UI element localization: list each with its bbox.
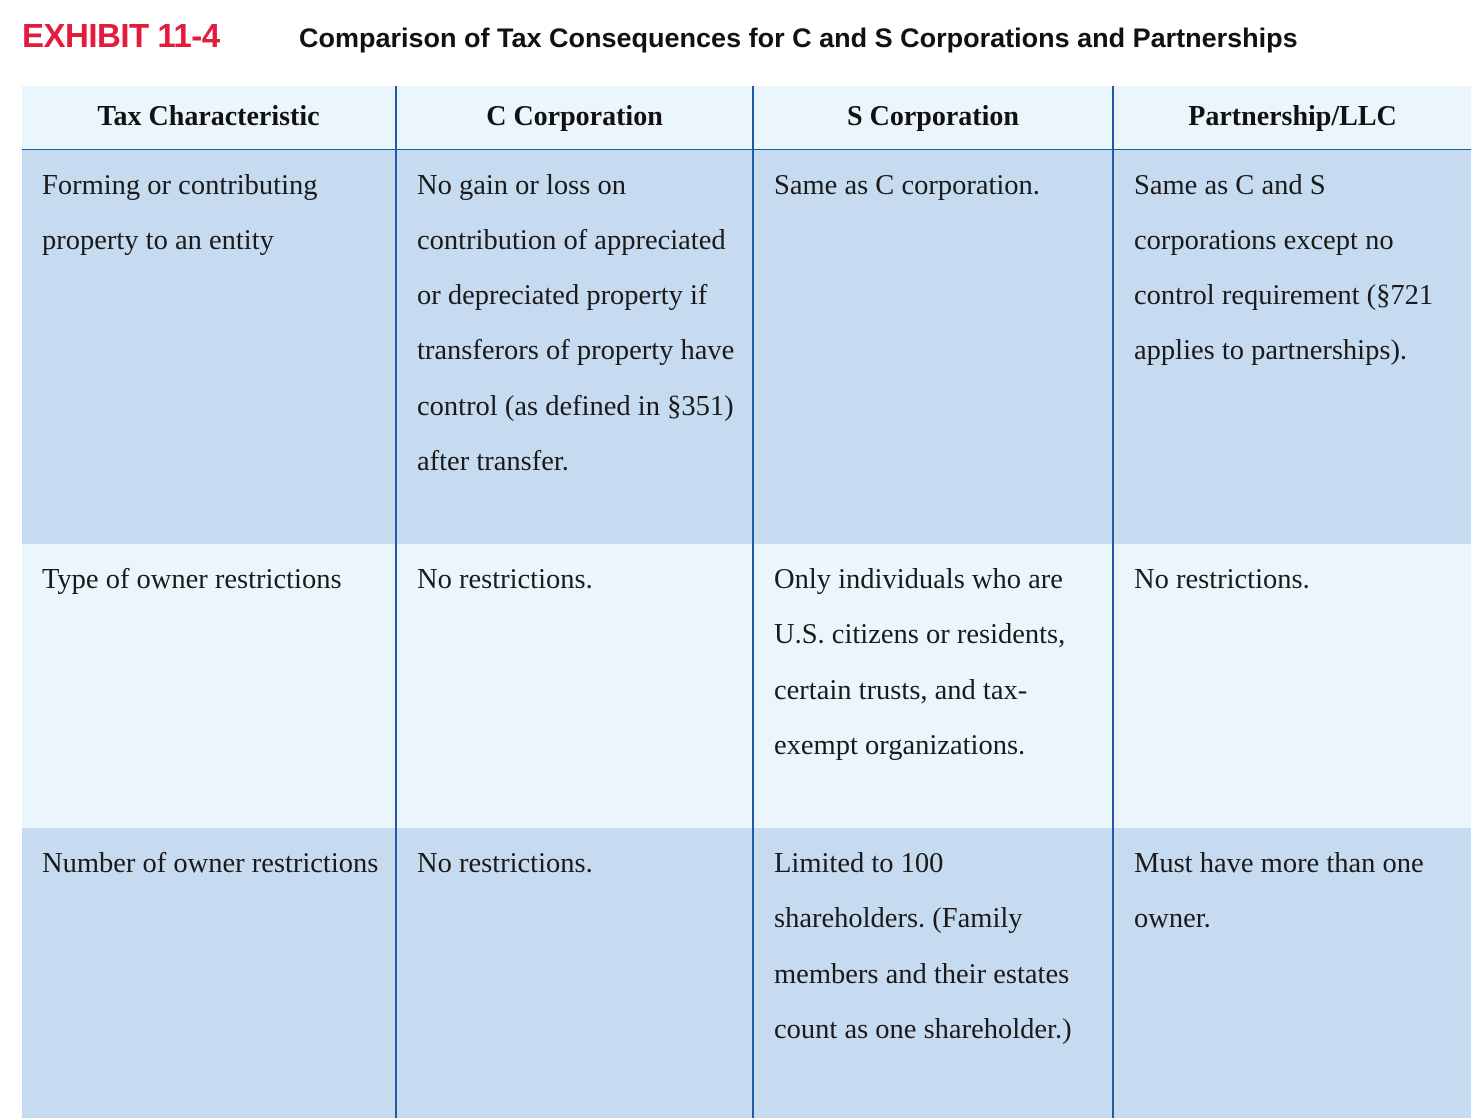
cell-c-corporation: No restrictions. [396,544,753,828]
exhibit-label: EXHIBIT 11-4 [22,17,220,54]
table-row [22,828,1471,1118]
table-row [22,544,1471,828]
cell-c-corporation: No restrictions. [396,828,753,1118]
cell-partnership: Must have more than one owner. [1113,828,1471,1118]
cell-partnership: Same as C and S corporations except no control requirement (§721 applies to partnerships). [1113,149,1471,544]
cell-s-corporation: Only individuals who are U.S. citizens or residents, certain trusts, and tax-exempt organizations. [753,544,1113,828]
header-s-corporation: S Corporation [753,86,1113,149]
header-c-corporation: C Corporation [396,86,753,149]
exhibit-title: Comparison of Tax Consequences for C and S Corporations and Partnerships [299,23,1298,53]
cell-characteristic: Number of owner restrictions [22,828,396,1118]
cell-c-corporation: No gain or loss on contribution of appreciated or depreciated property if transferors of property have control (as defined in §351) after transfer. [396,149,753,544]
table-row [22,149,1471,544]
exhibit-header [22,14,1462,58]
header-tax-characteristic: Tax Characteristic [22,86,396,149]
cell-s-corporation: Same as C corporation. [753,149,1113,544]
table-header-row [22,86,1471,149]
cell-s-corporation: Limited to 100 shareholders. (Family members and their estates count as one shareholder.) [753,828,1113,1118]
header-partnership: Partnership/LLC [1113,86,1471,149]
cell-characteristic: Type of owner restrictions [22,544,396,828]
cell-characteristic: Forming or contributing property to an entity [22,149,396,544]
cell-partnership: No restrictions. [1113,544,1471,828]
comparison-table [22,86,1471,1118]
